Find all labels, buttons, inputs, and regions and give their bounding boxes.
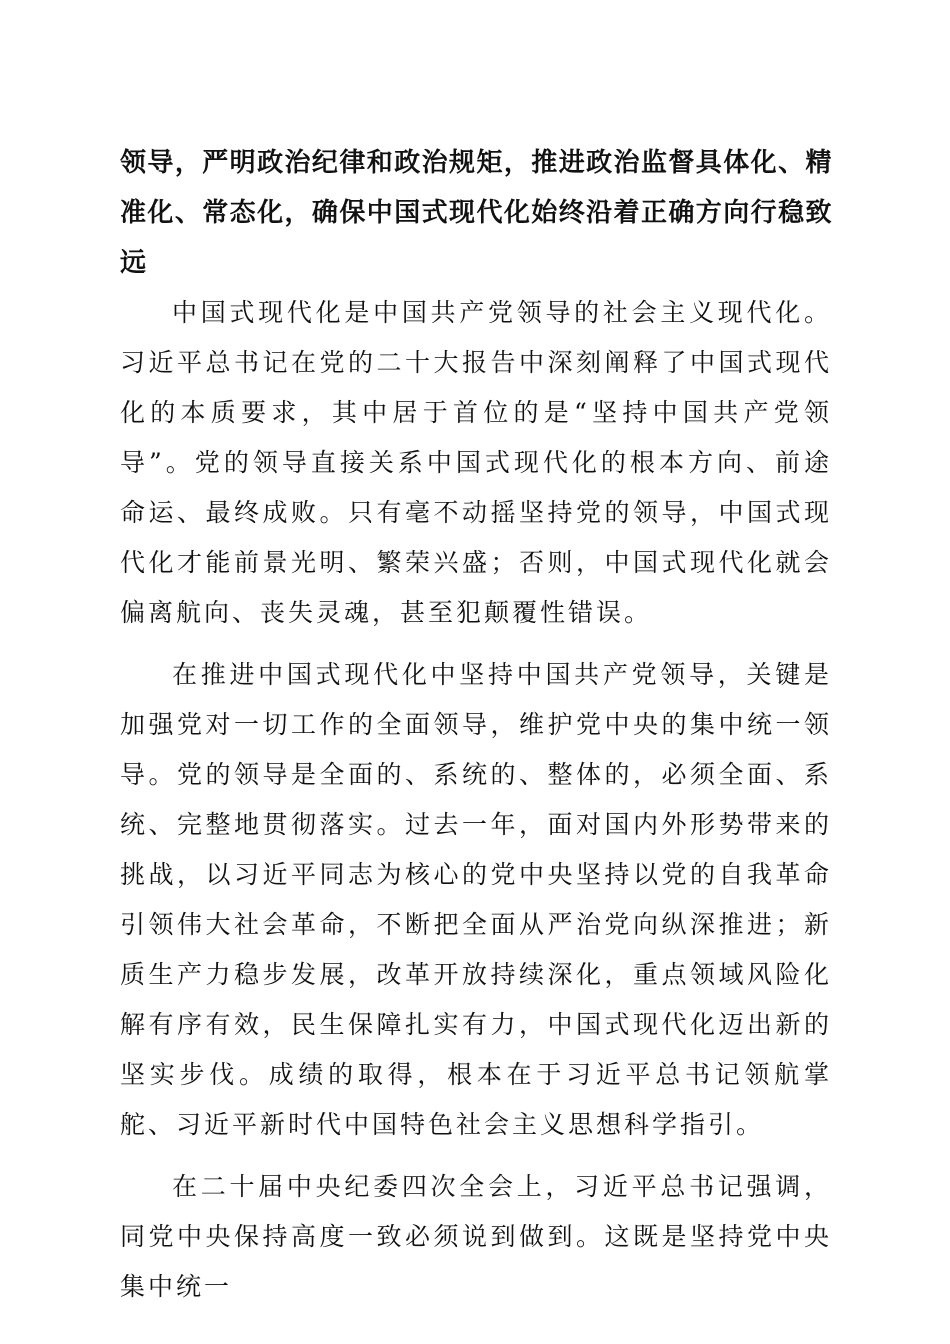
- paragraph-1: 中国式现代化是中国共产党领导的社会主义现代化。习近平总书记在党的二十大报告中深刻阐释了中国式现代化的本质要求，其中居于首位的是“坚持中国共产党领导”。党的领导直接关系中国式现代化的根本方向、前途命运、最终成败。只有毫不动摇坚持党的领导，中国式现代化才能前景光明、繁荣兴盛；否则，中国式现代化就会偏离航向、丧失灵魂，甚至犯颠覆性错误。: [120, 298, 832, 627]
- paragraph-gap: [120, 638, 832, 650]
- document-body: [120, 138, 832, 1312]
- paragraph-2: 在推进中国式现代化中坚持中国共产党领导，关键是加强党对一切工作的全面领导，维护党中央的集中统一领导。党的领导是全面的、系统的、整体的，必须全面、系统、完整地贯彻落实。过去一年，面对国内外形势带来的挑战，以习近平同志为核心的党中央坚持以党的自我革命引领伟大社会革命，不断把全面从严治党向纵深推进；新质生产力稳步发展，改革开放持续深化，重点领域风险化解有序有效，民生保障扎实有力，中国式现代化迈出新的坚实步伐。成绩的取得，根本在于习近平总书记领航掌舵、习近平新时代中国特色社会主义思想科学指引。: [120, 660, 832, 1139]
- section-heading: 领导，严明政治纪律和政治规矩，推进政治监督具体化、精准化、常态化，确保中国式现代化始终沿着正确方向行稳致远: [120, 148, 832, 278]
- paragraph-3: 在二十届中央纪委四次全会上，习近平总书记强调，同党中央保持高度一致必须说到做到。这既是坚持党中央集中统一: [120, 1172, 832, 1301]
- paragraph-gap: [120, 1150, 832, 1162]
